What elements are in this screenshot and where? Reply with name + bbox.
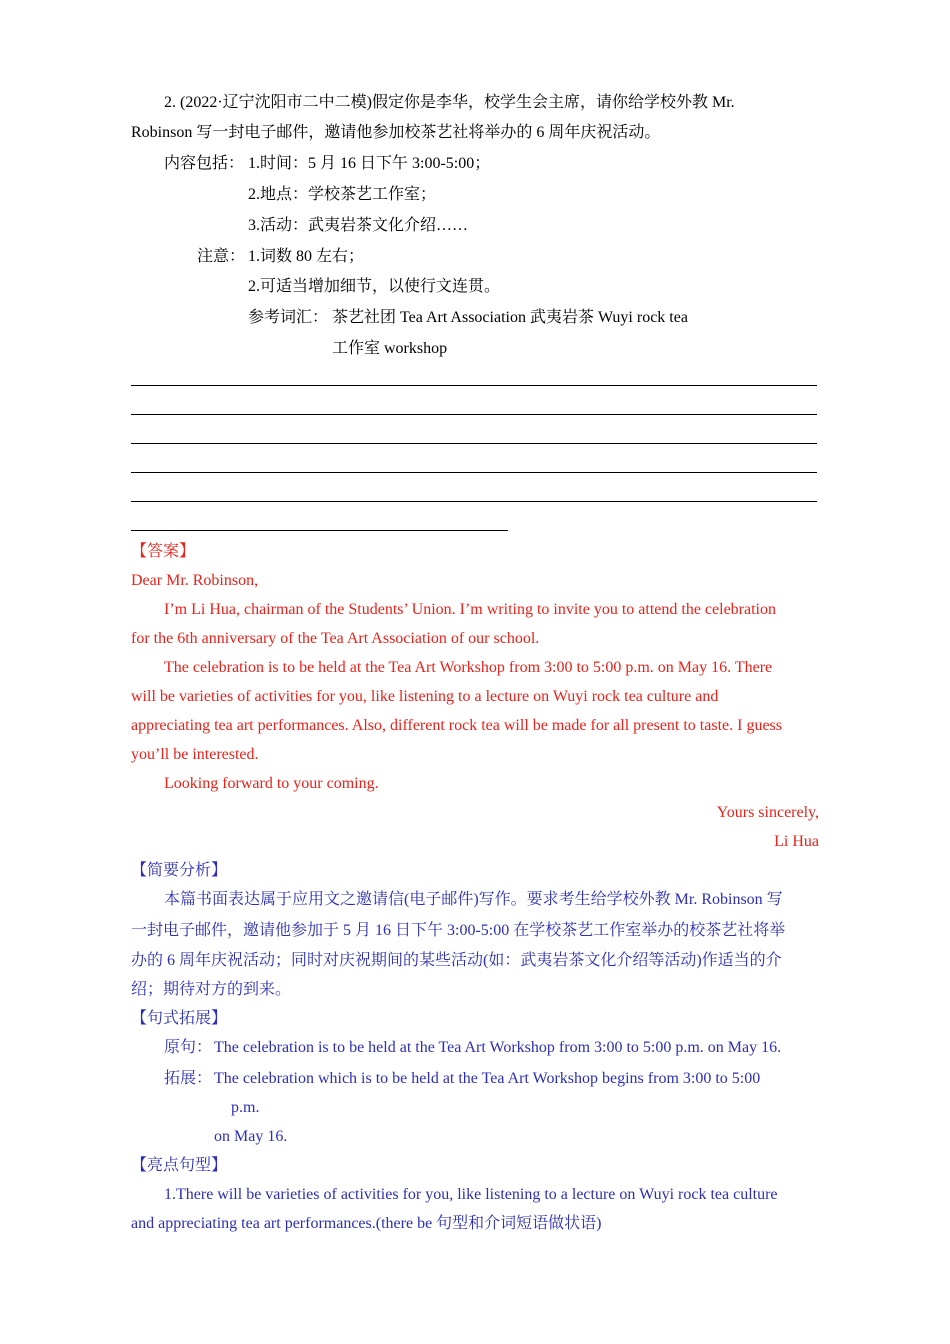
question-line-1: 2. (2022·辽宁沈阳市二中二模)假定你是李华，校学生会主席，请你给学校外教 Mr. — [164, 94, 735, 111]
note-item: 2.可适当增加细节，以使行文连贯。 — [248, 278, 501, 295]
analysis-text: 本篇书面表达属于应用文之邀请信(电子邮件)写作。要求考生给学校外教 Mr. Robinson 写 — [164, 891, 783, 908]
highlight-heading: 【亮点句型】 — [131, 1157, 228, 1174]
highlight-text: 1.There will be varieties of activities for you, like listening to a lecture on Wuyi rock tea culture — [164, 1186, 778, 1203]
vocab-line-1: 茶艺社团 Tea Art Association 武夷岩茶 Wuyi rock tea — [332, 309, 688, 326]
vocab-label: 参考词汇： — [248, 309, 329, 326]
writing-line — [131, 443, 817, 444]
answer-signature: Li Hua — [774, 833, 819, 850]
vocab-line-2: 工作室 workshop — [332, 340, 448, 357]
original-label: 原句： — [164, 1039, 213, 1056]
answer-closing: Yours sincerely, — [716, 804, 819, 821]
answer-text: The celebration is to be held at the Tea Art Workshop from 3:00 to 5:00 p.m. on May 16. There — [164, 659, 773, 676]
original-sentence: The celebration is to be held at the Tea Art Workshop from 3:00 to 5:00 p.m. on May 16. — [214, 1039, 782, 1056]
writing-line — [131, 472, 817, 473]
writing-line — [131, 414, 817, 415]
note-label: 注意： — [197, 248, 246, 265]
note-item: 1.词数 80 左右； — [248, 248, 365, 265]
expansion-label: 拓展： — [164, 1070, 213, 1087]
expansion-sentence: on May 16. — [214, 1128, 288, 1145]
answer-text: will be varieties of activities for you, like listening to a lecture on Wuyi rock tea culture and — [131, 688, 719, 705]
answer-text: I’m Li Hua, chairman of the Students’ Union. I’m writing to invite you to attend the celebration — [164, 601, 776, 618]
answer-text: appreciating tea art performances. Also, different rock tea will be made for all present to taste. I guess — [131, 717, 783, 734]
answer-text: for the 6th anniversary of the Tea Art Association of our school. — [131, 630, 540, 647]
highlight-text: and appreciating tea art performances.(there be 句型和介词短语做状语) — [131, 1215, 602, 1232]
content-item: 1.时间：5 月 16 日下午 3:00-5:00； — [248, 155, 491, 172]
content-item: 2.地点：学校茶艺工作室； — [248, 186, 437, 203]
answer-heading: 【答案】 — [131, 543, 196, 560]
analysis-text: 一封电子邮件，邀请他参加于 5 月 16 日下午 3:00-5:00 在学校茶艺工作室举办的校茶艺社将举 — [131, 922, 786, 939]
analysis-text: 绍；期待对方的到来。 — [131, 981, 292, 998]
content-label: 内容包括： — [164, 155, 245, 172]
writing-line — [131, 501, 817, 502]
expansion-sentence: The celebration which is to be held at the Tea Art Workshop begins from 3:00 to 5:00 — [214, 1070, 761, 1087]
answer-greeting: Dear Mr. Robinson, — [131, 572, 259, 589]
answer-text: Looking forward to your coming. — [164, 775, 379, 792]
writing-line — [131, 385, 817, 386]
content-item: 3.活动：武夷岩茶文化介绍…… — [248, 217, 469, 234]
writing-line — [131, 530, 508, 531]
answer-text: you’ll be interested. — [131, 746, 259, 763]
expansion-sentence: p.m. — [231, 1099, 260, 1116]
expansion-heading: 【句式拓展】 — [131, 1010, 228, 1027]
analysis-text: 办的 6 周年庆祝活动；同时对庆祝期间的某些活动(如：武夷岩茶文化介绍等活动)作适当的介 — [131, 952, 782, 969]
question-line-2: Robinson 写一封电子邮件，邀请他参加校茶艺社将举办的 6 周年庆祝活动。 — [131, 124, 661, 141]
analysis-heading: 【简要分析】 — [131, 862, 228, 879]
